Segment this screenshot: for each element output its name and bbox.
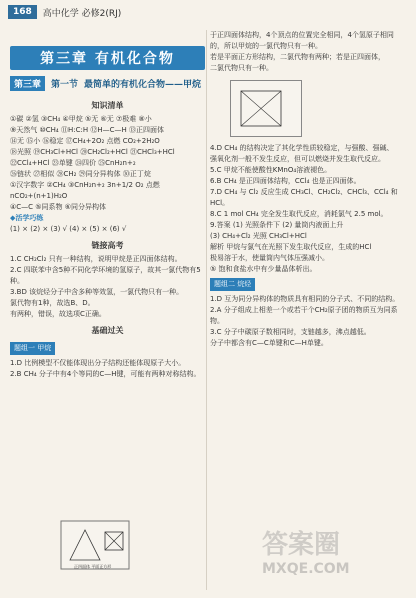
- answer-item: 1.C CH₂Cl₂ 只有一种结构，说明甲烷是正四面体结构。: [10, 255, 182, 263]
- book-title: 高中化学 必修2(RJ): [42, 8, 122, 19]
- answer-line: 6.B CH₄ 是正四面体结构，CCl₄ 也是正四面体。: [210, 177, 361, 185]
- answer-item: 有两种，错误，故选项C正确。: [10, 310, 106, 318]
- practice-answers: (1) × (2) × (3) √ (4) × (5) × (6) √: [10, 225, 127, 233]
- knowledge-line: nCO₂+(n+1)H₂O: [10, 192, 68, 200]
- knowledge-header: 知识清单: [91, 101, 124, 110]
- answer-line: 的，所以甲烷的一氯代物只有一种。: [210, 42, 322, 50]
- answer-line: 二氯代物只有一种。: [210, 64, 273, 72]
- answer-line: 解析 甲烷与氯气在光照下发生取代反应，生成的HCl: [210, 243, 372, 251]
- watermark: [262, 524, 392, 577]
- knowledge-line: ⑭无 ⑮小 ⑯稳定 ⑰CH₄+2O₂ 点燃 CO₂+2H₂O: [10, 137, 160, 145]
- answer-line: ⑤ 饱和食盐水中有少量晶体析出。: [210, 265, 317, 273]
- answer-line: 分子中都含有C—C单键和C—H单键。: [210, 339, 328, 347]
- knowledge-line: ①汉字数字 ②CH₄ ③CnH₂n+₂ 3n+1/2 O₂ 点燃: [10, 181, 160, 189]
- answer-line: 9.答案 (1) 光照条件下 (2) 量筒内液面上升: [210, 221, 344, 229]
- link-exam-header: 链接高考: [91, 241, 124, 250]
- methane-structure-figure: [60, 520, 130, 570]
- answer-line: 1.D 互为同分异构体的物质具有相同的分子式、不同的结构。: [210, 295, 400, 303]
- answer-item: 3.BD 该烷烃分子中含多种等效氢，一氯代物只有一种。: [10, 288, 184, 296]
- answer-line: 若是平面正方形结构，二氯代物有两种；若是正四面体，: [210, 53, 385, 61]
- topic2-label: 题组二 烷烃: [210, 278, 255, 291]
- answer-line: (3) CH₄+Cl₂ 光照 CH₃Cl+HCl: [210, 232, 307, 240]
- watermark-line1: 答案圈: [262, 530, 341, 560]
- section-number: 第一节: [51, 79, 79, 90]
- practice-label: ◆活学巧练: [10, 214, 44, 222]
- cube-svg: [231, 81, 301, 136]
- left-column: [10, 95, 205, 380]
- answer-item: 氯代物有1种，故选B、D。: [10, 299, 95, 307]
- answer-line: 3.C 分子中碳原子数相同时，支链越多，沸点越低。: [210, 328, 371, 336]
- answer-line: 于正四面体结构，4个顶点的位置完全相同，4个氢原子相同: [210, 31, 394, 39]
- knowledge-line: ①碳 ②氢 ③CH₄ ④甲烷 ⑤无 ⑥无 ⑦极难 ⑧小: [10, 115, 152, 123]
- topic-label: 题组一 甲烷: [10, 342, 55, 355]
- answer-line: 2.A 分子组成上相差一个或若干个CH₂原子团的物质互为同系物。: [210, 306, 398, 325]
- knowledge-line: ㉒CCl₄+HCl ㉓单键 ㉔四价 ㉕CnH₂n+₂: [10, 159, 136, 167]
- knowledge-line: ㉖链状 ㉗相似 ㉘CH₂ ㉙同分异构体 ㉚正丁烷: [10, 170, 151, 178]
- chapter-title-bar: [10, 46, 205, 70]
- answer-line: 强氧化剂一般不发生反应，但可以燃烧并发生取代反应。: [210, 155, 385, 163]
- basic-item: 2.B CH₄ 分子中有4个等同的C—H键，可能有两种对称结构。: [10, 370, 201, 378]
- basic-header: 基础过关: [91, 326, 124, 335]
- answer-line: 4.D CH₄ 的结构决定了其化学性质较稳定，与强酸、强碱、: [210, 144, 394, 152]
- answer-line: 7.D CH₄ 与 Cl₂ 反应生成 CH₃Cl、CH₂Cl₂、CHCl₃、CCl₄ 和 HCl。: [210, 188, 398, 207]
- right-column: [210, 30, 408, 349]
- page-header: [0, 0, 416, 24]
- figure-caption: 正四面体 平面正方形: [74, 564, 112, 569]
- cube-structure-figure: [230, 80, 302, 137]
- answer-item: 2.C 四联苯中含5种不同化学环境的氢原子，故其一氯代物有5种。: [10, 266, 201, 285]
- watermark-line2: MXQE.COM: [262, 561, 350, 577]
- section-heading: [10, 74, 205, 92]
- basic-item: 1.D 比例模型不仅能体现出分子结构还能体现原子大小。: [10, 359, 186, 367]
- section-badge: 第三章: [10, 76, 45, 91]
- answer-line: 8.C 1 mol CH₄ 完全发生取代反应，消耗氯气 2.5 mol。: [210, 210, 388, 218]
- section-title: 最简单的有机化合物——甲烷: [84, 79, 202, 90]
- knowledge-line: ④C—C ⑤同系物 ⑥同分异构体: [10, 203, 107, 211]
- chapter-title: 第三章 有机化合物: [40, 51, 175, 67]
- knowledge-line: ⑱光照 ⑲CH₃Cl+HCl ⑳CH₂Cl₂+HCl ㉑CHCl₃+HCl: [10, 148, 175, 156]
- answer-line: 极易溶于水，使量筒内气体压强减小。: [210, 254, 329, 262]
- answer-line: 5.C 甲烷不能使酸性KMnO₄溶液褪色。: [210, 166, 332, 174]
- knowledge-line: ⑨天然气 ⑩CH₄ ⑪H:C:H ⑫H—C—H ⑬正四面体: [10, 126, 164, 134]
- column-divider: [206, 30, 207, 590]
- page-number: 168: [8, 5, 37, 19]
